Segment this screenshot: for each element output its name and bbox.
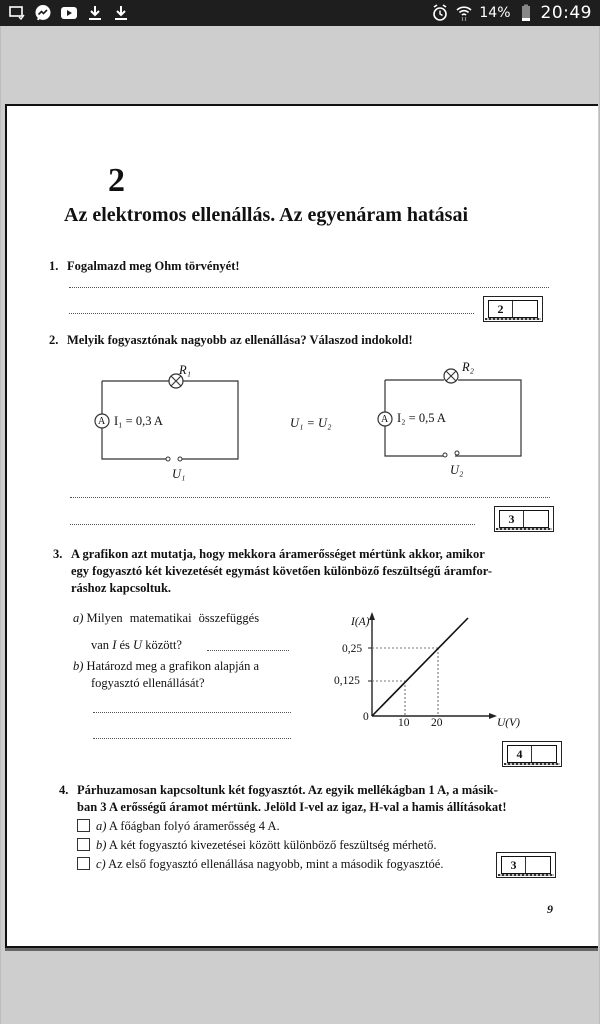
question-2 [49, 332, 413, 349]
answer-line[interactable] [70, 497, 550, 498]
question-3: 3. A grafikon azt mutatja, hogy mekkora áramerősséget mértünk akkor, amikor egy fogyasztó két kivezetését egymást követően különböző feszültségű áramfor- ráshoz kapcsoltuk. [53, 547, 492, 595]
screen-cast-icon [8, 4, 26, 22]
answer-line[interactable] [93, 738, 291, 739]
question-number: 3. [53, 547, 63, 561]
x-tick-10: 10 [398, 717, 410, 729]
subquestion-b-line2: fogyasztó ellenállását? [91, 676, 205, 690]
messenger-icon [34, 4, 52, 22]
answer-line[interactable] [69, 287, 549, 288]
chapter-number: 2 [108, 162, 125, 199]
resistor-label-2: R₂ [462, 360, 474, 374]
ammeter-label-1: A [98, 416, 106, 427]
subquestion-b: b) Határozd meg a grafikon alapján a [73, 659, 260, 673]
y-tick-0-125: 0,125 [334, 675, 360, 687]
question-number: 4. [59, 783, 69, 797]
answer-line[interactable] [207, 650, 289, 651]
voltage-label-1: U₁ [172, 467, 186, 481]
points-value: 3 [502, 857, 526, 873]
page-number: 9 [547, 902, 553, 916]
current-label-2: I₂ = 0,5 A [397, 411, 446, 425]
battery-percent: 14% [479, 5, 511, 21]
statement-a-checkbox[interactable] [77, 819, 90, 832]
x-axis-label: U(V) [497, 717, 520, 729]
download-icon [112, 4, 130, 22]
score-box [502, 741, 562, 767]
current-label-1: I₁ = 0,3 A [114, 414, 163, 428]
ammeter-label-2: A [381, 414, 389, 425]
answer-line[interactable] [70, 524, 475, 525]
question-text: Melyik fogyasztónak nagyobb az ellenállása? Válaszod indokold! [67, 333, 413, 347]
battery-icon [517, 4, 535, 22]
download-icon [86, 4, 104, 22]
voltage-label-2: U₂ [450, 463, 464, 477]
resistor-label-1: R₁ [179, 363, 191, 377]
voltage-equality: U₁ = U₂ [290, 416, 332, 430]
alarm-icon [431, 4, 449, 22]
question-1 [49, 258, 240, 275]
youtube-icon [60, 4, 78, 22]
question-number: 1. [49, 259, 59, 273]
question-text: Fogalmazd meg Ohm törvényét! [67, 259, 240, 273]
statement-a: a) A főágban folyó áramerősség 4 A. [77, 818, 280, 835]
points-value: 2 [489, 301, 513, 317]
y-tick-0-25: 0,25 [342, 643, 363, 655]
statement-b-checkbox[interactable] [77, 838, 90, 851]
answer-line[interactable] [93, 712, 291, 713]
points-value: 4 [508, 746, 532, 762]
score-box [496, 852, 556, 878]
chapter-title: Az elektromos ellenállás. Az egyenáram hatásai [64, 204, 469, 226]
statement-c: c) Az első fogyasztó ellenállása nagyobb, mint a második fogyasztóé. [77, 856, 443, 873]
x-tick-20: 20 [431, 717, 443, 729]
origin-label: 0 [363, 711, 369, 723]
answer-line[interactable] [69, 313, 474, 314]
status-bar [0, 0, 600, 26]
question-number: 2. [49, 333, 59, 347]
wifi-icon [455, 4, 473, 22]
y-axis-label: I(A) [351, 616, 370, 628]
document-page[interactable] [5, 104, 598, 948]
score-box [494, 506, 554, 532]
points-value: 3 [500, 511, 524, 527]
score-box [483, 296, 543, 322]
statement-c-checkbox[interactable] [77, 857, 90, 870]
subquestion-a: a) Milyen matematikai összefüggés [73, 611, 260, 625]
clock: 20:49 [540, 3, 592, 23]
question-4: 4. Párhuzamosan kapcsoltunk két fogyasztót. Az egyik mellékágban 1 A, a másik- ban 3 A erősségű áramot mértünk. Jelöld I-vel az igaz, H-val a hamis állításokat! [59, 783, 507, 814]
subquestion-a-line2: van I és U között? [91, 638, 182, 652]
statement-b: b) A két fogyasztó kivezetései között különböző feszültség mérhető. [77, 837, 437, 854]
